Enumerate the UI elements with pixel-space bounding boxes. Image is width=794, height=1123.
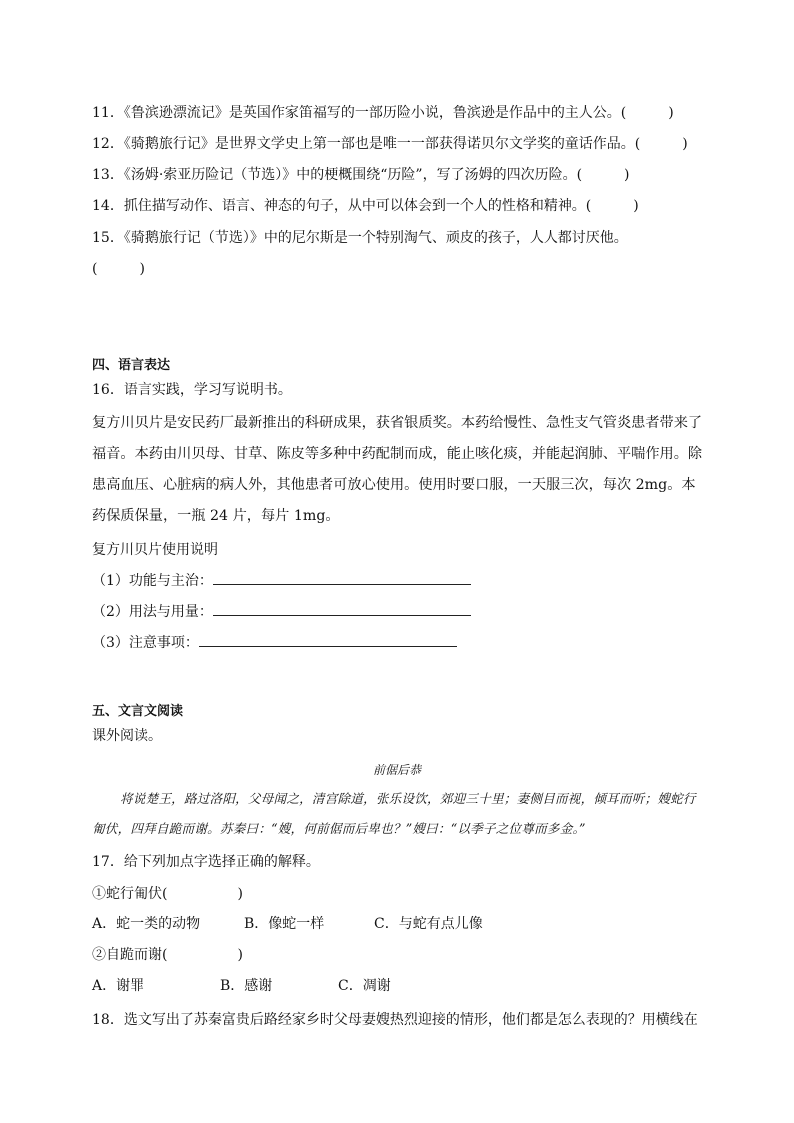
question-17-1-options — [92, 914, 483, 934]
question-15: 15．《骑鹅旅行记（节选）》中的尼尔斯是一个特别淘气、顽皮的孩子，人人都讨厌他。 — [92, 230, 628, 246]
section-4-heading: 四、语言表达 — [92, 358, 171, 373]
item-function-label: （1）功能与主治： — [92, 573, 213, 589]
question-17-2-options — [92, 976, 391, 996]
item-usage — [92, 601, 471, 622]
question-17-2: ②自跪而谢( ) — [92, 947, 243, 963]
option-b[interactable]: B．感谢 — [220, 978, 273, 994]
question-17-1: ①蛇行匍伏( ) — [92, 886, 243, 902]
reading-intro: 课外阅读。 — [92, 728, 162, 744]
option-c[interactable]: C．凋谢 — [338, 978, 391, 994]
option-c[interactable]: C．与蛇有点儿像 — [374, 916, 483, 932]
question-16: 16．语言实践，学习写说明书。 — [92, 382, 292, 398]
answer-blank-usage[interactable] — [213, 601, 471, 616]
classical-text-title: 前倨后恭 — [372, 763, 421, 777]
question-14: 14．抓住描写动作、语言、神态的句子，从中可以体会到一个人的性格和精神。( ) — [92, 198, 639, 214]
question-11: 11．《鲁滨逊漂流记》是英国作家笛福写的一部历险小说，鲁滨逊是作品中的主人公。( ) — [92, 105, 674, 121]
option-a[interactable]: A．蛇一类的动物 — [92, 916, 201, 932]
answer-blank-function[interactable] — [213, 570, 471, 585]
option-b[interactable]: B．像蛇一样 — [244, 916, 325, 932]
answer-blank-notes[interactable] — [199, 632, 457, 647]
item-notes — [92, 632, 457, 653]
section-5-heading: 五、文言文阅读 — [92, 704, 184, 719]
item-notes-label: （3）注意事项： — [92, 635, 199, 651]
instruction-title: 复方川贝片使用说明 — [92, 542, 218, 558]
medicine-passage: 复方川贝片是安民药厂最新推出的科研成果，获省银质奖。本药给慢性、急性支气管炎患者带来了福音。本药由川贝母、甘草、陈皮等多种中药配制而成，能止咳化痰，并能起润肺、平喘作用。除患高血压、心脏病的病人外，其他患者可放心使用。使用时要口服，一天服三次，每次 2mg。本药保质保量，一瓶 24 片，每片 1mg。 — [92, 415, 703, 524]
option-a[interactable]: A．谢罪 — [92, 978, 145, 994]
question-18: 18．选文写出了苏秦富贵后路经家乡时父母妻嫂热烈迎接的情形，他们都是怎么表现的？用横线在 — [92, 1012, 698, 1028]
item-usage-label: （2）用法与用量： — [92, 604, 213, 620]
classical-text: 将说楚王，路过洛阳，父母闻之，清宫除道，张乐设饮，郊迎三十里；妻侧目而视，倾耳而听；嫂蛇行匍伏，四拜自跪而谢。苏秦曰：“嫂，何前倨而后卑也？”嫂曰：“以季子之位尊而多金。” — [92, 791, 696, 836]
question-13: 13．《汤姆·索亚历险记（节选）》中的梗概围绕“历险”，写了汤姆的四次历险。( ) — [92, 167, 630, 183]
item-function — [92, 570, 471, 591]
question-12: 12．《骑鹅旅行记》是世界文学史上第一部也是唯一一部获得诺贝尔文学奖的童话作品。( ) — [92, 136, 688, 152]
question-17: 17．给下列加点字选择正确的解释。 — [92, 854, 320, 870]
question-15-answer-bracket: ( ) — [92, 261, 145, 277]
